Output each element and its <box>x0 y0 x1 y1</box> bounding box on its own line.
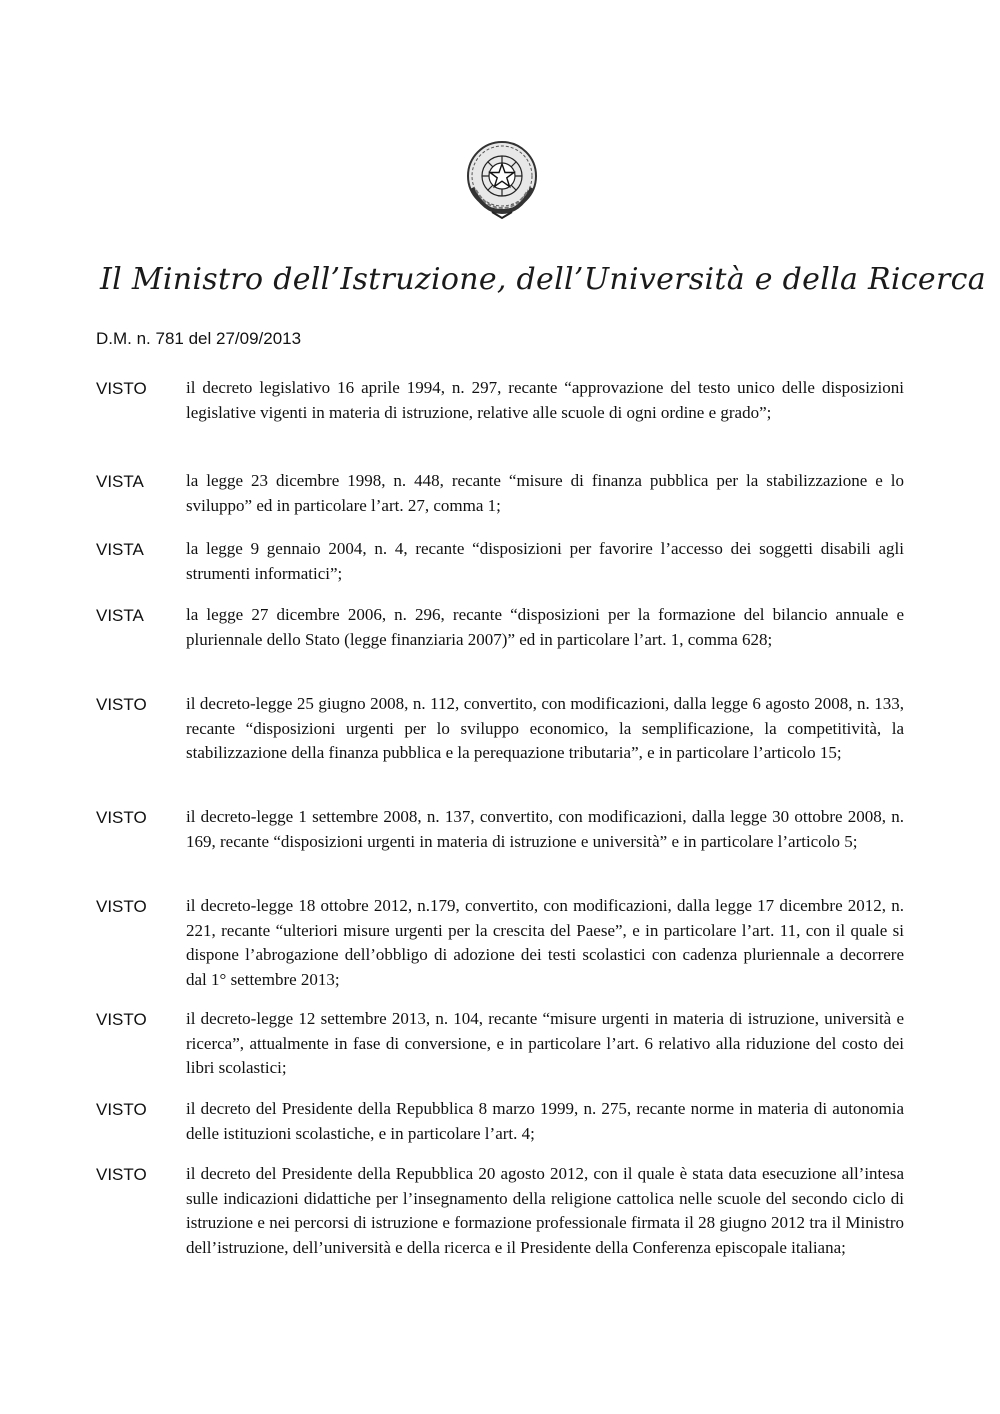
italian-republic-emblem-icon <box>462 136 542 220</box>
premise-keyword: VISTO <box>96 695 147 714</box>
decree-reference: D.M. n. 781 del 27/09/2013 <box>96 329 302 348</box>
premise-text: il decreto-legge 18 ottobre 2012, n.179, convertito, con modificazioni, dalla legge 17 dicembre 2012, n. 221, recante “ulteriori misure urgenti per la crescita del Paese”, e in particolare l’art. 11, con il quale si dispone l’abrogazione dell’obbligo di adozione dei testi scolastici con cadenza pluriennale a decorrere dal 1° settembre 2013; <box>186 896 904 989</box>
premise-text: il decreto-legge 25 giugno 2008, n. 112, convertito, con modificazioni, dalla legge 6 agosto 2008, n. 133, recante “disposizioni urgenti per lo sviluppo economico, la semplificazione, la competitività, la stabilizzazione della finanza pubblica e la perequazione tributaria”, e in particolare l’articolo 15; <box>186 694 904 762</box>
premise-keyword: VISTO <box>96 1165 147 1184</box>
premise-text: la legge 27 dicembre 2006, n. 296, recante “disposizioni per la formazione del bilancio annuale e pluriennale dello Stato (legge finanziaria 2007)” ed in particolare l’art. 1, comma 628; <box>186 605 904 649</box>
premise-keyword: VISTO <box>96 1010 147 1029</box>
premise-keyword: VISTO <box>96 1100 147 1119</box>
premise-text: il decreto-legge 12 settembre 2013, n. 104, recante “misure urgenti in materia di istruzione, università e ricerca”, attualmente in fase di conversione, e in particolare l’art. 6 relativo alla riduzione del costo dei libri scolastici; <box>186 1009 904 1077</box>
premise-text: il decreto del Presidente della Repubblica 8 marzo 1999, n. 275, recante norme in materia di autonomia delle istituzioni scolastiche, e in particolare l’art. 4; <box>186 1099 904 1143</box>
premise-keyword: VISTO <box>96 897 147 916</box>
ministry-title: Il Ministro dell’Istruzione, dell’Università e della Ricerca <box>100 262 986 297</box>
premise-text: il decreto del Presidente della Repubblica 20 agosto 2012, con il quale è stata data esecuzione all’intesa sulle indicazioni didattiche per l’insegnamento della religione cattolica nelle scuole del secondo ciclo di istruzione e nei percorsi di istruzione e formazione professionale firmata il 28 giugno 2012 tra il Ministro dell’istruzione, dell’università e della ricerca e il Presidente della Conferenza episcopale italiana; <box>186 1164 904 1257</box>
premise-keyword: VISTA <box>96 540 144 559</box>
premise-text: il decreto legislativo 16 aprile 1994, n. 297, recante “approvazione del testo unico delle disposizioni legislative vigenti in materia di istruzione, relative alle scuole di ogni ordine e grado”; <box>186 378 904 422</box>
premise-text: il decreto-legge 1 settembre 2008, n. 137, convertito, con modificazioni, dalla legge 30 ottobre 2008, n. 169, recante “disposizioni urgenti in materia di istruzione e università” e in particolare l’articolo 5; <box>186 807 904 851</box>
premise-keyword: VISTA <box>96 472 144 491</box>
premise-keyword: VISTO <box>96 808 147 827</box>
premise-text: la legge 9 gennaio 2004, n. 4, recante “disposizioni per favorire l’accesso dei soggetti disabili agli strumenti informatici”; <box>186 539 904 583</box>
premise-keyword: VISTA <box>96 606 144 625</box>
premise-keyword: VISTO <box>96 379 147 398</box>
premise-text: la legge 23 dicembre 1998, n. 448, recante “misure di finanza pubblica per la stabilizzazione e lo sviluppo” ed in particolare l’art. 27, comma 1; <box>186 471 904 515</box>
